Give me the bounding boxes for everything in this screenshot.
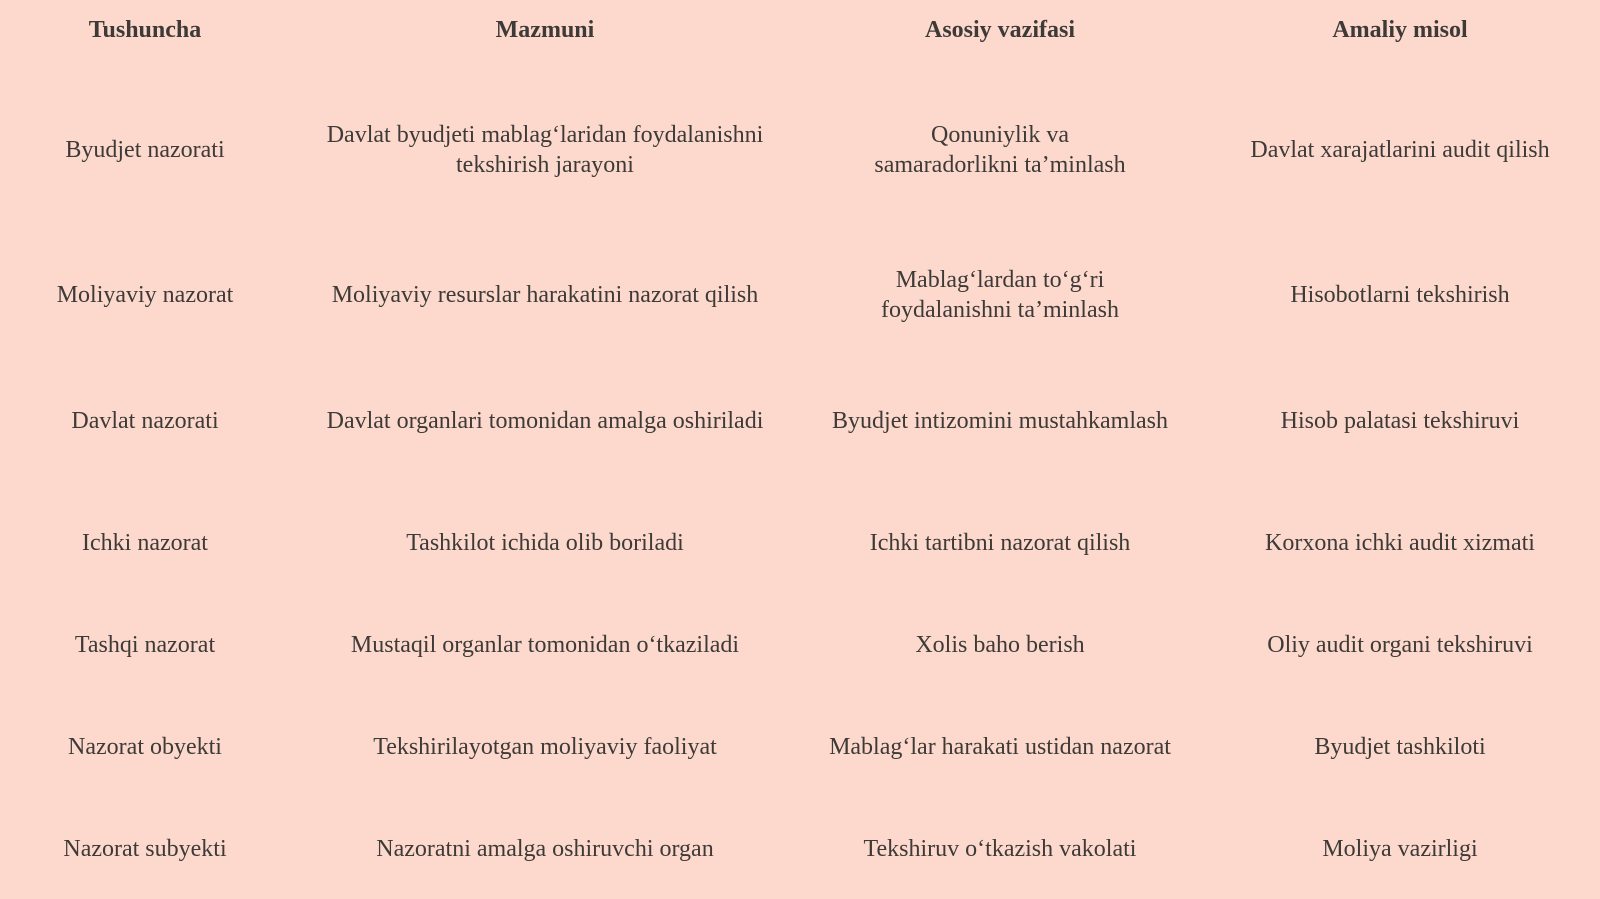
table-cell: Moliyaviy resurslar harakatini nazorat qilish [331, 282, 759, 308]
table-cell: Tekshirilayotgan moliyaviy faoliyat [373, 734, 717, 760]
table-cell: Byudjet nazorati [65, 137, 225, 163]
table-cell: Ichki tartibni nazorat qilish [869, 530, 1131, 556]
table-cell: Davlat organlari tomonidan amalga oshiriladi [326, 408, 764, 434]
table-cell: Tashkilot ichida olib boriladi [406, 530, 684, 556]
table-cell: Moliyaviy nazorat [56, 282, 234, 308]
table-cell: Byudjet tashkiloti [1314, 734, 1486, 760]
table-cell: Davlat byudjeti mablag‘laridan foydalanishni tekshirish jarayoni [326, 122, 764, 178]
table-cell: Oliy audit organi tekshiruvi [1267, 632, 1533, 658]
table-cell: Tekshiruv o‘tkazish vakolati [863, 836, 1137, 862]
header-cell-concept: Tushuncha [88, 17, 202, 43]
table-cell: Nazorat obyekti [68, 734, 222, 760]
table-cell: Xolis baho berish [915, 632, 1085, 658]
table-cell: Ichki nazorat [82, 530, 208, 556]
table-cell: Tashqi nazorat [74, 632, 216, 658]
table-cell: Qonuniylik va samaradorlikni ta’minlash [874, 122, 1126, 178]
table-cell: Nazoratni amalga oshiruvchi organ [376, 836, 714, 862]
table-cell: Mustaqil organlar tomonidan o‘tkaziladi [350, 632, 740, 658]
table-cell: Hisob palatasi tekshiruvi [1280, 408, 1520, 434]
table-cell: Mablag‘lar harakati ustidan nazorat [829, 734, 1171, 760]
table-cell: Davlat xarajatlarini audit qilish [1250, 137, 1550, 163]
table-cell: Korxona ichki audit xizmati [1265, 530, 1535, 556]
table-cell: Hisobotlarni tekshirish [1290, 282, 1510, 308]
table-cell: Davlat nazorati [71, 408, 219, 434]
header-cell-main-task: Asosiy vazifasi [925, 17, 1075, 43]
header-cell-example: Amaliy misol [1332, 17, 1468, 43]
table-cell: Nazorat subyekti [63, 836, 227, 862]
table-cell: Mablag‘lardan to‘g‘ri foydalanishni ta’minlash [881, 267, 1119, 323]
table-cell: Byudjet intizomini mustahkamlash [832, 408, 1168, 434]
table-cell: Moliya vazirligi [1322, 836, 1478, 862]
header-cell-content: Mazmuni [495, 17, 595, 43]
